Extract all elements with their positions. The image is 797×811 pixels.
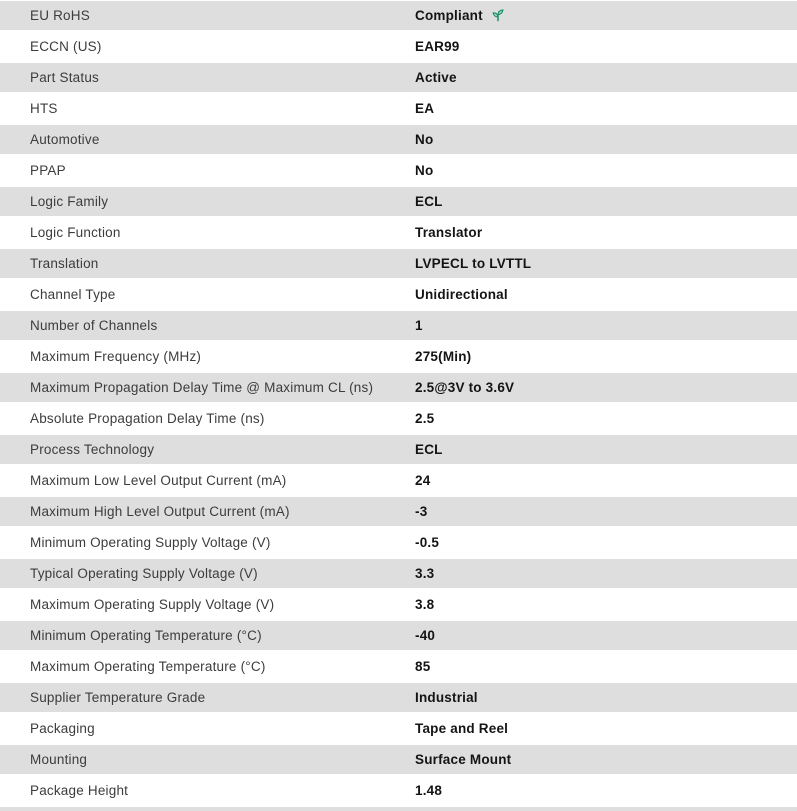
spec-attribute-label: EU RoHS bbox=[30, 8, 90, 23]
spec-row bbox=[0, 434, 797, 465]
spec-attribute-value: 2.5@3V to 3.6V bbox=[415, 380, 515, 395]
spec-attribute-value: EA bbox=[415, 101, 435, 116]
spec-attribute-label: Channel Type bbox=[30, 287, 116, 302]
spec-row bbox=[0, 31, 797, 62]
spec-value-cell bbox=[415, 411, 797, 426]
spec-row bbox=[0, 713, 797, 744]
spec-value-cell bbox=[415, 690, 797, 705]
spec-row bbox=[0, 248, 797, 279]
spec-value-cell bbox=[415, 380, 797, 395]
spec-value-cell bbox=[415, 659, 797, 674]
spec-value-cell bbox=[415, 101, 797, 116]
spec-row bbox=[0, 93, 797, 124]
rohs-compliant-leaf-icon bbox=[491, 8, 505, 22]
spec-value-cell bbox=[415, 8, 797, 23]
spec-attribute-label: Number of Channels bbox=[30, 318, 158, 333]
spec-attribute-label: Maximum Operating Supply Voltage (V) bbox=[30, 597, 275, 612]
spec-value-cell bbox=[415, 132, 797, 147]
spec-attribute-value: LVPECL to LVTTL bbox=[415, 256, 532, 271]
spec-row bbox=[0, 775, 797, 806]
spec-attribute-value: Active bbox=[415, 70, 457, 85]
spec-row bbox=[0, 155, 797, 186]
spec-attribute-label: Minimum Operating Temperature (°C) bbox=[30, 628, 262, 643]
spec-value-cell bbox=[415, 256, 797, 271]
spec-attribute-label: Maximum Propagation Delay Time @ Maximum CL (ns) bbox=[30, 380, 374, 395]
spec-row bbox=[0, 744, 797, 775]
spec-value-cell bbox=[415, 535, 797, 550]
spec-row bbox=[0, 217, 797, 248]
spec-row bbox=[0, 651, 797, 682]
spec-row bbox=[0, 496, 797, 527]
spec-row bbox=[0, 310, 797, 341]
spec-row bbox=[0, 124, 797, 155]
spec-value-cell bbox=[415, 287, 797, 302]
spec-attribute-value: 1 bbox=[415, 318, 423, 333]
spec-attribute-value: Unidirectional bbox=[415, 287, 508, 302]
spec-attribute-value: EAR99 bbox=[415, 39, 460, 54]
spec-attribute-label: Logic Family bbox=[30, 194, 109, 209]
spec-attribute-value: ECL bbox=[415, 442, 443, 457]
spec-value-cell bbox=[415, 349, 797, 364]
spec-attribute-label: Part Status bbox=[30, 70, 99, 85]
spec-row bbox=[0, 279, 797, 310]
spec-value-cell bbox=[415, 225, 797, 240]
spec-attribute-value: 3.3 bbox=[415, 566, 435, 581]
spec-row bbox=[0, 341, 797, 372]
spec-value-cell bbox=[415, 566, 797, 581]
spec-attribute-value: 1.48 bbox=[415, 783, 443, 798]
spec-value-cell bbox=[415, 783, 797, 798]
spec-attribute-value: -40 bbox=[415, 628, 436, 643]
spec-value-cell bbox=[415, 442, 797, 457]
next-row-partial-band bbox=[0, 806, 797, 811]
spec-row bbox=[0, 620, 797, 651]
spec-value-cell bbox=[415, 194, 797, 209]
spec-attribute-label: Absolute Propagation Delay Time (ns) bbox=[30, 411, 265, 426]
spec-attribute-value: Compliant bbox=[415, 8, 483, 23]
spec-attribute-value: 24 bbox=[415, 473, 431, 488]
spec-attribute-label: Supplier Temperature Grade bbox=[30, 690, 206, 705]
spec-attribute-value: 3.8 bbox=[415, 597, 435, 612]
spec-attribute-value: Surface Mount bbox=[415, 752, 512, 767]
spec-attribute-label: PPAP bbox=[30, 163, 66, 178]
spec-row bbox=[0, 465, 797, 496]
spec-row bbox=[0, 589, 797, 620]
spec-value-cell bbox=[415, 752, 797, 767]
spec-attribute-value: 2.5 bbox=[415, 411, 435, 426]
spec-attribute-label: Package Height bbox=[30, 783, 129, 798]
spec-attribute-label: Packaging bbox=[30, 721, 95, 736]
spec-attribute-value: -3 bbox=[415, 504, 428, 519]
spec-row bbox=[0, 403, 797, 434]
spec-row bbox=[0, 0, 797, 31]
spec-attribute-label: Maximum Low Level Output Current (mA) bbox=[30, 473, 287, 488]
spec-attribute-value: -0.5 bbox=[415, 535, 440, 550]
spec-value-cell bbox=[415, 318, 797, 333]
spec-attribute-value: ECL bbox=[415, 194, 443, 209]
spec-attribute-label: Logic Function bbox=[30, 225, 121, 240]
spec-attribute-label: Translation bbox=[30, 256, 99, 271]
spec-attribute-label: Typical Operating Supply Voltage (V) bbox=[30, 566, 258, 581]
spec-row bbox=[0, 527, 797, 558]
spec-row bbox=[0, 558, 797, 589]
spec-value-cell bbox=[415, 163, 797, 178]
spec-row bbox=[0, 682, 797, 713]
spec-value-cell bbox=[415, 597, 797, 612]
spec-attribute-value: Industrial bbox=[415, 690, 478, 705]
spec-attribute-label: Minimum Operating Supply Voltage (V) bbox=[30, 535, 271, 550]
spec-value-cell bbox=[415, 504, 797, 519]
spec-value-cell bbox=[415, 628, 797, 643]
spec-row bbox=[0, 372, 797, 403]
spec-attribute-label: Automotive bbox=[30, 132, 100, 147]
spec-value-cell bbox=[415, 473, 797, 488]
spec-row bbox=[0, 62, 797, 93]
spec-attribute-label: Maximum Operating Temperature (°C) bbox=[30, 659, 266, 674]
spec-attribute-label: Process Technology bbox=[30, 442, 155, 457]
spec-value-cell bbox=[415, 721, 797, 736]
spec-attribute-value: No bbox=[415, 163, 434, 178]
spec-row bbox=[0, 186, 797, 217]
spec-attribute-label: Maximum High Level Output Current (mA) bbox=[30, 504, 290, 519]
spec-attribute-label: HTS bbox=[30, 101, 58, 116]
spec-attribute-value: 275(Min) bbox=[415, 349, 472, 364]
spec-value-cell bbox=[415, 70, 797, 85]
spec-attribute-label: Mounting bbox=[30, 752, 88, 767]
spec-attribute-label: Maximum Frequency (MHz) bbox=[30, 349, 202, 364]
spec-attribute-value: 85 bbox=[415, 659, 431, 674]
spec-attribute-label: ECCN (US) bbox=[30, 39, 102, 54]
spec-value-cell bbox=[415, 39, 797, 54]
spec-attribute-value: Tape and Reel bbox=[415, 721, 509, 736]
spec-attribute-value: Translator bbox=[415, 225, 483, 240]
spec-attribute-value: No bbox=[415, 132, 434, 147]
